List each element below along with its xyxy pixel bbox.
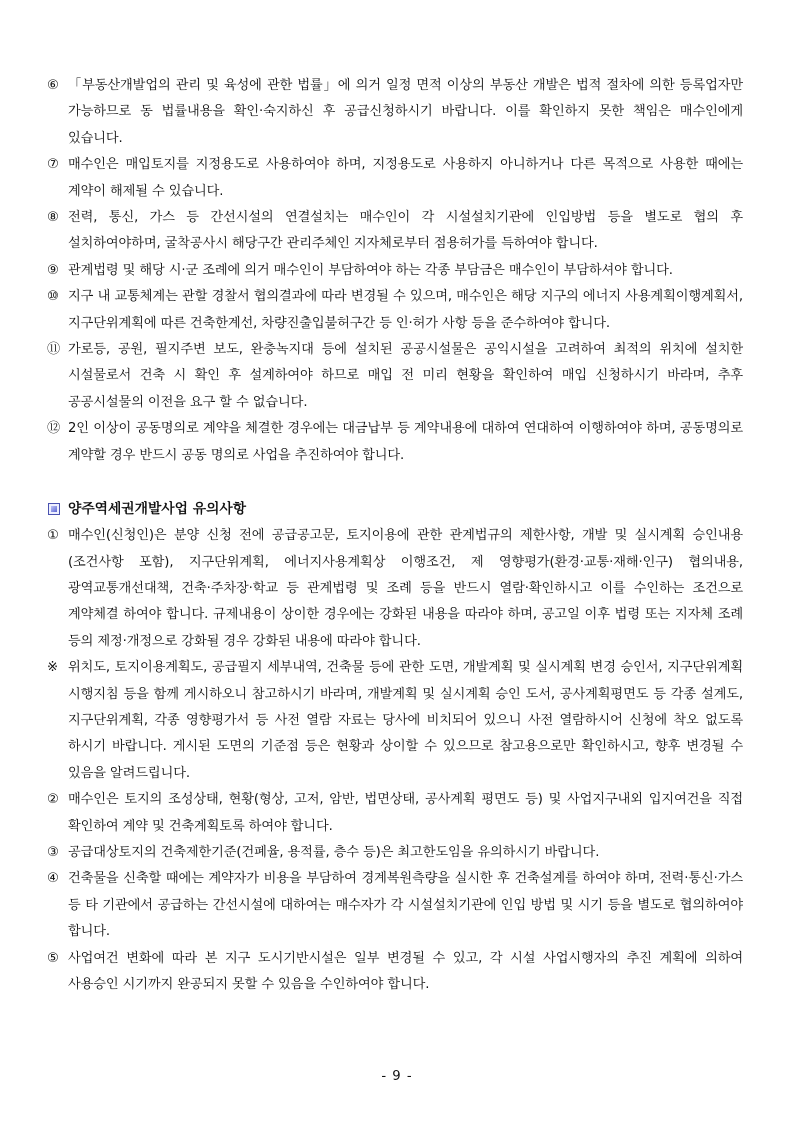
item-marker: ⑨ <box>47 262 59 278</box>
item-text: 「부동산개발업의 관리 및 육성에 관한 법률」에 의거 일정 면적 이상의 부동산 개발은 법적 절차에 의한 등록업자만 가능하므로 동 법률내용을 확인·숙지하신 후 공급신청하시기 바랍니다. 이를 확인하지 못한 책임은 매수인에게 있습니다. <box>68 78 743 146</box>
item-marker: ⑦ <box>47 157 59 173</box>
square-bullet-icon <box>48 503 60 515</box>
item-marker: ② <box>47 792 59 808</box>
caution-item-5 <box>47 946 743 999</box>
item-text: 위치도, 토지이용계획도, 공급필지 세부내역, 건축물 등에 관한 도면, 개발계획 및 실시계획 변경 승인서, 지구단위계획 시행지침 등을 함께 게시하오니 참고하시기 바라며, 개발계획 및 실시계획 승인 도서, 공사계획평면도 등 각종 설계도, 지구단위계획, 각종 영향평가서 등 사전 열람 자료는 당사에 비치되어 있으니 사전 열람하시어 신청에 착오 없도록 하시기 바랍니다. 게시된 도면의 기준점 등은 현황과 상이할 수 있으므로 참고용으로만 확인하시고, 향후 변경될 수 있음을 알려드립니다. <box>68 660 743 781</box>
item-text: 사업여건 변화에 따라 본 지구 도시기반시설은 일부 변경될 수 있고, 각 시설 사업시행자의 추진 계획에 의하여 사용승인 시기까지 완공되지 못할 수 있음을 수인하여야 합니다. <box>68 950 743 992</box>
item-text: 가로등, 공원, 필지주변 보도, 완충녹지대 등에 설치된 공공시설물은 공익시설을 고려하여 최적의 위치에 설치한 시설물로서 건축 시 확인 후 설계하여야 하므로 매입 전 미리 현황을 확인하여 매입 신청하시기 바라며, 추후 공공시설물의 이전을 요구 할 수 없습니다. <box>68 342 743 410</box>
caution-item-3 <box>47 840 743 866</box>
item-marker: ③ <box>47 844 59 860</box>
item-marker: ⑫ <box>47 421 61 437</box>
caution-item-1 <box>47 523 743 655</box>
document-body <box>47 73 743 998</box>
notice-item-7 <box>47 152 743 205</box>
item-text: 관계법령 및 해당 시·군 조례에 의거 매수인이 부담하여야 하는 각종 부담금은 매수인이 부담하셔야 합니다. <box>68 262 673 278</box>
item-marker: ④ <box>47 871 59 887</box>
item-text: 공급대상토지의 건축제한기준(건폐율, 용적률, 층수 등)은 최고한도임을 유의하시기 바랍니다. <box>68 844 600 860</box>
notice-item-10 <box>47 284 743 337</box>
notice-item-11 <box>47 337 743 416</box>
notice-item-9 <box>47 258 743 284</box>
item-marker: ※ <box>47 660 58 676</box>
caution-note <box>47 655 743 787</box>
item-text: 지구 내 교통체계는 관할 경찰서 협의결과에 따라 변경될 수 있으며, 매수인은 해당 지구의 에너지 사용계획이행계획서, 지구단위계획에 따른 건축한계선, 차량진출입불허구간 등 인·허가 사항 등을 준수하여야 합니다. <box>68 289 743 331</box>
item-marker: ⑩ <box>47 289 59 305</box>
item-marker: ⑥ <box>47 78 59 93</box>
section-heading <box>47 495 743 523</box>
item-text: 전력, 통신, 가스 등 간선시설의 연결설치는 매수인이 각 시설설치기관에 인입방법 등을 별도로 협의 후 설치하여야하며, 굴착공사시 해당구간 관리주체인 지자체로부터 점용허가를 득하여야 합니다. <box>68 210 743 252</box>
notice-item-6 <box>47 73 743 152</box>
item-marker: ⑪ <box>47 342 61 358</box>
section-spacer <box>47 469 743 495</box>
item-text: 2인 이상이 공동명의로 계약을 체결한 경우에는 대금납부 등 계약내용에 대하여 연대하여 이행하여야 하며, 공동명의로 계약할 경우 반드시 공동 명의로 사업을 추진하여야 합니다. <box>68 421 743 463</box>
notice-item-8 <box>47 205 743 258</box>
item-text: 매수인(신청인)은 분양 신청 전에 공급공고문, 토지이용에 관한 관계법규의 제한사항, 개발 및 실시계획 승인내용(조건사항 포함), 지구단위계획, 에너지사용계획상 이행조건, 제 영향평가(환경·교통·재해·인구) 협의내용, 광역교통개선대책, 건축·주차장·학교 등 관계법령 및 조례 등을 반드시 열람·확인하시고 이를 수인하는 조건으로 계약체결 하여야 합니다. 규제내용이 상이한 경우에는 강화된 내용을 따라야 하며, 공고일 이후 법령 또는 지자체 조례 등의 제정·개정으로 강화될 경우 강화된 내용에 따라야 합니다. <box>68 528 743 649</box>
item-text: 매수인은 토지의 조성상태, 현황(형상, 고저, 암반, 법면상태, 공사계획 평면도 등) 및 사업지구내외 입지여건을 직접 확인하여 계약 및 건축계획토록 하여야 합니다. <box>68 792 743 834</box>
page-number: - 9 - <box>381 1069 413 1084</box>
notice-item-12 <box>47 416 743 469</box>
item-marker: ⑤ <box>47 950 59 966</box>
item-text: 매수인은 매입토지를 지정용도로 사용하여야 하며, 지정용도로 사용하지 아니하거나 다른 목적으로 사용한 때에는 계약이 해제될 수 있습니다. <box>68 157 743 199</box>
caution-item-2 <box>47 787 743 840</box>
item-marker: ⑧ <box>47 210 59 226</box>
section-heading-text: 양주역세권개발사업 유의사항 <box>68 501 247 518</box>
item-marker: ① <box>47 528 59 544</box>
item-text: 건축물을 신축할 때에는 계약자가 비용을 부담하여 경계복원측량을 실시한 후 건축설계를 하여야 하며, 전력·통신·가스 등 타 기관에서 공급하는 간선시설에 대하여는 매수자가 각 시설설치기관에 인입 방법 및 시기 등을 별도로 협의하여야 합니다. <box>68 871 743 940</box>
caution-item-4 <box>47 866 743 945</box>
